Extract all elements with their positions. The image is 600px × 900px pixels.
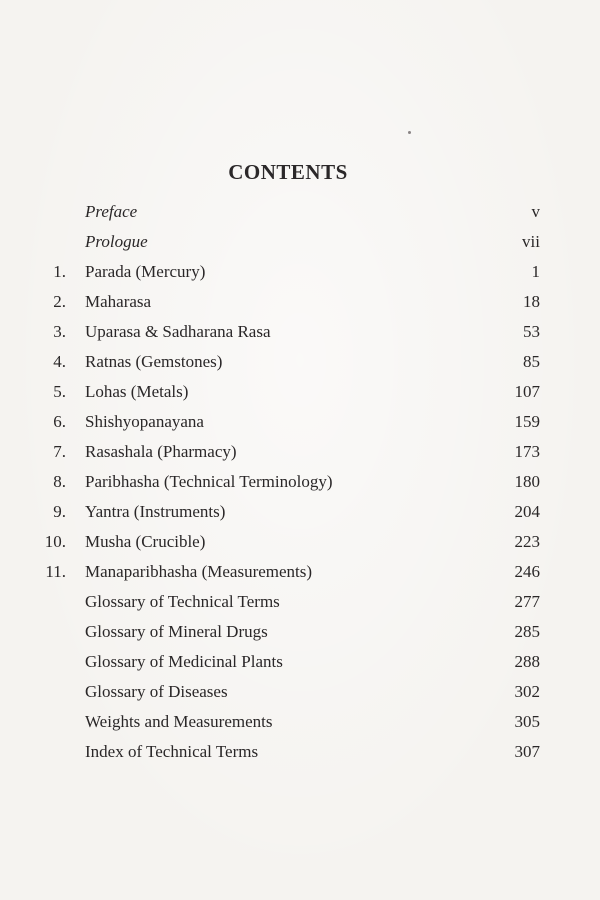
toc-entry-title: Weights and Measurements: [85, 712, 273, 731]
toc-entry: [0, 287, 600, 317]
toc-entry-title: Yantra (Instruments): [85, 502, 226, 521]
toc-entry: [0, 437, 600, 467]
toc-entry: [0, 257, 600, 287]
toc-entry-page: 204: [514, 502, 540, 521]
toc-entry-page: 159: [514, 412, 540, 431]
toc-entry-title: Shishyopanayana: [85, 412, 204, 431]
toc-entry-number: 5.: [53, 382, 66, 401]
toc-entry: [0, 617, 600, 647]
toc-entry: [0, 557, 600, 587]
toc-entry-number: 3.: [53, 322, 66, 341]
toc-entry-number: 1.: [53, 262, 66, 281]
toc-entry: [0, 707, 600, 737]
toc-entry-title: Glossary of Mineral Drugs: [85, 622, 268, 641]
toc-entry: [0, 647, 600, 677]
toc-entry-page: 53: [523, 322, 540, 341]
toc-entry-title: Prologue: [85, 232, 148, 251]
toc-entry-number: 4.: [53, 352, 66, 371]
toc-entry: [0, 497, 600, 527]
toc-entry: [0, 317, 600, 347]
toc-entry-number: 6.: [53, 412, 66, 431]
toc-entry-title: Ratnas (Gemstones): [85, 352, 223, 371]
toc-entry: [0, 587, 600, 617]
toc-entry-title: Uparasa & Sadharana Rasa: [85, 322, 271, 341]
toc-entry-page: 18: [523, 292, 540, 311]
toc-entry-page: 288: [514, 652, 540, 671]
toc-entry-page: 1: [531, 262, 540, 281]
toc-entry-page: 107: [514, 382, 540, 401]
toc-entry-title: Glossary of Technical Terms: [85, 592, 280, 611]
toc-entry-title: Parada (Mercury): [85, 262, 206, 281]
toc-entry-title: Index of Technical Terms: [85, 742, 259, 761]
toc-entry-page: 307: [514, 742, 540, 761]
toc-entry: [0, 377, 600, 407]
toc-entry-page: 180: [514, 472, 540, 491]
toc-entry-number: 2.: [53, 292, 66, 311]
toc-entry-number: 10.: [44, 532, 66, 551]
toc-entry-title: Manaparibhasha (Measurements): [85, 562, 313, 581]
toc-entry: [0, 347, 600, 377]
toc-entry-page: 305: [514, 712, 540, 731]
toc-entry-page: v: [531, 202, 540, 221]
toc-entry-page: 246: [514, 562, 540, 581]
toc-entry-title: Paribhasha (Technical Terminology): [85, 472, 333, 491]
contents-heading: CONTENTS: [228, 160, 348, 184]
ink-speck: [408, 131, 411, 134]
toc-entry: [0, 527, 600, 557]
toc-entry: [0, 467, 600, 497]
toc-entry-page: 277: [514, 592, 540, 611]
toc-entry: [0, 407, 600, 437]
toc-entry-title: Maharasa: [85, 292, 152, 311]
toc-entry-page: 285: [514, 622, 540, 641]
toc-entry-page: 85: [523, 352, 540, 371]
toc-entry-title: Glossary of Diseases: [85, 682, 228, 701]
toc-entry-page: vii: [522, 232, 540, 251]
toc-entry-number: 7.: [53, 442, 66, 461]
toc-entry-title: Preface: [85, 202, 138, 221]
toc-entry-title: Rasashala (Pharmacy): [85, 442, 237, 461]
toc-entry-page: 173: [514, 442, 540, 461]
toc-entry: [0, 197, 600, 227]
toc-entry-number: 8.: [53, 472, 66, 491]
toc-entry-number: 11.: [45, 562, 66, 581]
toc-entry-title: Glossary of Medicinal Plants: [85, 652, 283, 671]
toc-entry: [0, 677, 600, 707]
toc-entry: [0, 227, 600, 257]
toc-entry-title: Lohas (Metals): [85, 382, 189, 401]
toc-entry-page: 302: [514, 682, 540, 701]
toc-entry-title: Musha (Crucible): [85, 532, 206, 551]
toc-entry-number: 9.: [53, 502, 66, 521]
toc-entry-page: 223: [514, 532, 540, 551]
toc-entry: [0, 737, 600, 767]
